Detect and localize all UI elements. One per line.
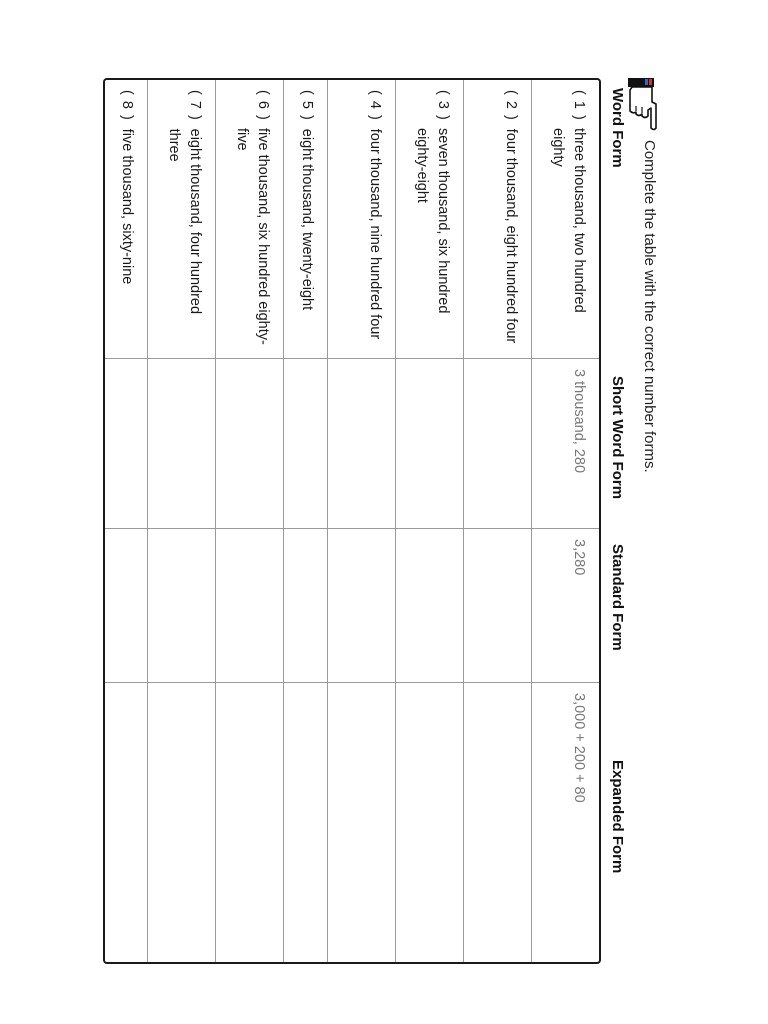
word-form-text: five thousand, six hundred eighty-five (234, 128, 271, 345)
expanded-form-cell[interactable] (147, 683, 215, 962)
table-row-1-word-form (531, 80, 599, 359)
word-form-text: four thousand, nine hundred four (367, 128, 383, 340)
expanded-form-cell[interactable] (395, 683, 463, 962)
standard-form-cell[interactable] (395, 529, 463, 683)
word-form-text: four thousand, eight hundred four (503, 128, 519, 344)
row-number: ( 4 ) (367, 90, 383, 121)
word-form-text: eight thousand, twenty-eight (299, 128, 315, 311)
row-number: ( 6 ) (255, 90, 271, 121)
row-number: ( 3 ) (435, 90, 451, 121)
table-row-3-word-form (395, 80, 463, 359)
expanded-form-cell[interactable] (327, 683, 395, 962)
row-number: ( 8 ) (119, 90, 135, 121)
header-expanded-form: Expanded Form (609, 760, 626, 874)
row-number: ( 7 ) (187, 90, 203, 121)
standard-form-cell[interactable] (463, 529, 531, 683)
short-word-form-cell[interactable] (283, 359, 327, 529)
expanded-form-cell[interactable] (105, 683, 147, 962)
short-word-form-cell[interactable]: 3 thousand, 280 (531, 359, 599, 529)
standard-form-cell[interactable]: 3,280 (531, 529, 599, 683)
standard-form-cell[interactable] (105, 529, 147, 683)
row-number: ( 1 ) (571, 90, 587, 121)
standard-form-cell[interactable] (327, 529, 395, 683)
word-form-text: five thousand, sixty-nine (119, 128, 135, 285)
table-row-5-word-form (283, 80, 327, 359)
short-word-form-cell[interactable] (105, 359, 147, 529)
number-forms-table (103, 78, 601, 964)
table-row-2-word-form (463, 80, 531, 359)
expanded-form-cell[interactable] (463, 683, 531, 962)
short-word-form-cell[interactable] (147, 359, 215, 529)
table-row-7-word-form (147, 80, 215, 359)
instruction-text: Complete the table with the correct number forms. (641, 140, 658, 473)
short-word-form-cell[interactable] (463, 359, 531, 529)
row-number: ( 2 ) (503, 90, 519, 121)
row-number: ( 5 ) (299, 90, 315, 121)
header-standard-form: Standard Form (609, 544, 626, 651)
header-word-form: Word Form (609, 88, 626, 168)
table-row-6-word-form (215, 80, 283, 359)
header-short-word-form: Short Word Form (609, 376, 626, 500)
standard-form-cell[interactable] (147, 529, 215, 683)
short-word-form-cell[interactable] (215, 359, 283, 529)
short-word-form-cell[interactable] (395, 359, 463, 529)
word-form-text: seven thousand, six hundred eighty-eight (414, 128, 451, 314)
standard-form-cell[interactable] (283, 529, 327, 683)
word-form-text: three thousand, two hundred eighty (550, 128, 587, 313)
expanded-form-cell[interactable] (283, 683, 327, 962)
table-row-8-word-form (105, 80, 147, 359)
short-word-form-cell[interactable] (327, 359, 395, 529)
table-row-4-word-form (327, 80, 395, 359)
word-form-text: eight thousand, four hundred three (166, 128, 203, 315)
standard-form-cell[interactable] (215, 529, 283, 683)
expanded-form-cell[interactable]: 3,000 + 200 + 80 (531, 683, 599, 962)
expanded-form-cell[interactable] (215, 683, 283, 962)
